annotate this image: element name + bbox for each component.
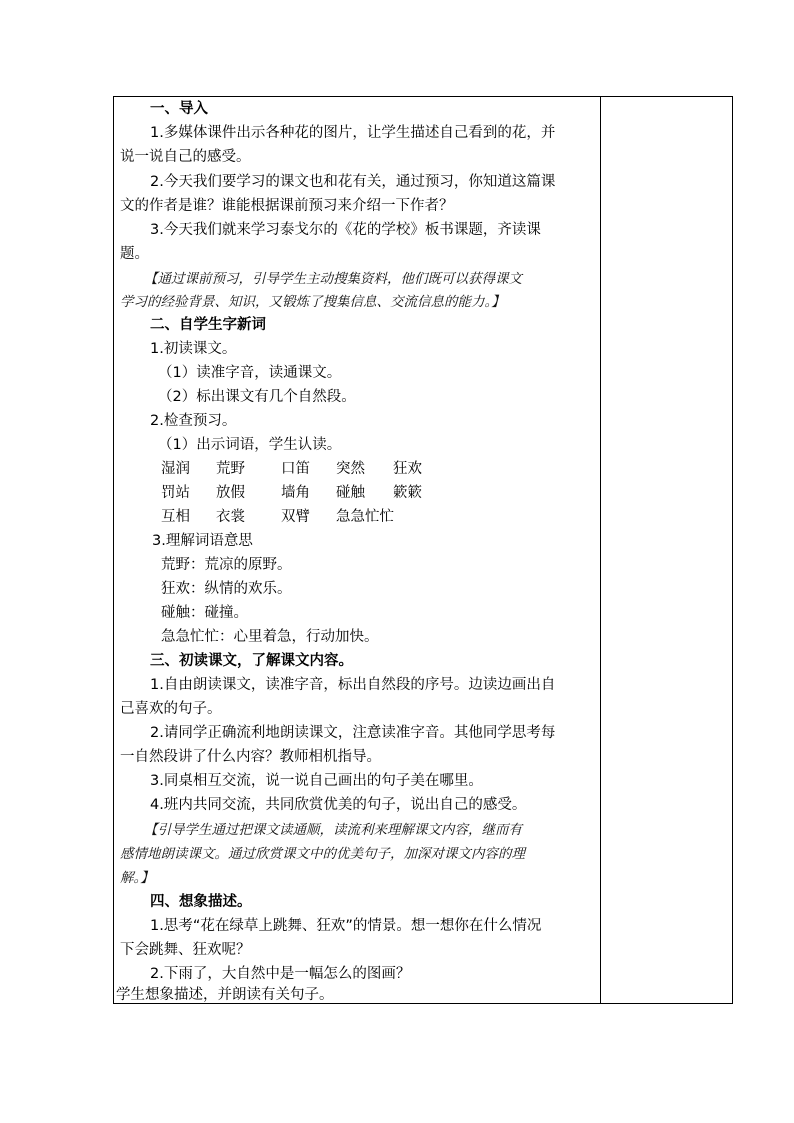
paragraph-line: 学生想象描述，并朗读有关句子。 bbox=[116, 987, 334, 1003]
paragraph-line: （2）标出课文有几个自然段。 bbox=[158, 389, 356, 405]
section-heading-intro: 一、导入 bbox=[150, 101, 208, 117]
section-heading-new-words: 二、自学生字新词 bbox=[150, 317, 266, 333]
paragraph-line: 1.多媒体课件出示各种花的图片，让学生描述自己看到的花，并 bbox=[150, 125, 556, 141]
paragraph-line: 说一说自己的感受。 bbox=[120, 149, 251, 165]
word-row bbox=[114, 481, 600, 505]
paragraph-line: 下会跳舞、狂欢呢？ bbox=[120, 942, 251, 958]
paragraph-line: 文的作者是谁？谁能根据课前预习来介绍一下作者？ bbox=[120, 198, 454, 214]
vocab-word: 狂欢 bbox=[393, 461, 422, 477]
vocab-word: 簌簌 bbox=[393, 485, 422, 501]
paragraph-line: 3.同桌相互交流，说一说自己画出的句子美在哪里。 bbox=[150, 773, 483, 789]
word-row bbox=[114, 505, 600, 529]
paragraph-line: 题。 bbox=[120, 246, 149, 262]
paragraph-line: 1.思考“花在绿草上跳舞、狂欢”的情景。想一想你在什么情况 bbox=[150, 918, 542, 934]
vocab-word: 口笛 bbox=[281, 461, 310, 477]
lesson-content-cell bbox=[114, 97, 600, 1003]
paragraph-line: （1）出示词语，学生认读。 bbox=[158, 437, 342, 453]
vocab-word: 双臂 bbox=[281, 509, 310, 525]
word-row bbox=[114, 457, 600, 481]
paragraph-line: 1.初读课文。 bbox=[150, 341, 237, 357]
vocab-word: 衣裳 bbox=[216, 509, 245, 525]
definition-line: 急急忙忙：心里着急，行动加快。 bbox=[161, 629, 379, 645]
vocab-word: 罚站 bbox=[161, 485, 190, 501]
notes-column-cell bbox=[601, 97, 732, 1003]
definition-line: 碰触：碰撞。 bbox=[161, 605, 248, 621]
vocab-word: 荒野 bbox=[216, 461, 245, 477]
teaching-note: 解。】 bbox=[120, 870, 154, 886]
section-heading-imagine: 四、想象描述。 bbox=[150, 894, 252, 910]
paragraph-line: 3.今天我们就来学习泰戈尔的《花的学校》板书课题，齐读课 bbox=[150, 222, 541, 238]
paragraph-line: 2.今天我们要学习的课文也和花有关，通过预习，你知道这篇课 bbox=[150, 174, 556, 190]
paragraph-line: （1）读准字音，读通课文。 bbox=[158, 365, 342, 381]
vocab-word: 放假 bbox=[216, 485, 245, 501]
vocab-word: 墙角 bbox=[281, 485, 310, 501]
teaching-note: 【通过课前预习，引导学生主动搜集资料，他们既可以获得课文 bbox=[144, 271, 522, 287]
lesson-plan-table bbox=[113, 96, 733, 1004]
definition-line: 狂欢：纵情的欢乐。 bbox=[161, 581, 292, 597]
teaching-note: 学习的经验背景、知识，又锻炼了搜集信息、交流信息的能力。】 bbox=[120, 294, 505, 310]
paragraph-line: 己喜欢的句子。 bbox=[120, 701, 222, 717]
definition-line: 荒野：荒凉的原野。 bbox=[161, 557, 292, 573]
section-heading-first-reading: 三、初读课文，了解课文内容。 bbox=[150, 653, 353, 669]
paragraph-line: 4.班内共同交流，共同欣赏优美的句子，说出自己的感受。 bbox=[150, 797, 527, 813]
vocab-word: 碰触 bbox=[336, 485, 365, 501]
vocab-word: 突然 bbox=[336, 461, 365, 477]
vocab-word: 急急忙忙 bbox=[336, 509, 394, 525]
vocab-word: 互相 bbox=[161, 509, 190, 525]
vocab-word: 湿润 bbox=[161, 461, 190, 477]
paragraph-line: 1.自由朗读课文，读准字音，标出自然段的序号。边读边画出自 bbox=[150, 677, 556, 693]
paragraph-line: 一自然段讲了什么内容？教师相机指导。 bbox=[120, 749, 381, 765]
teaching-note: 【引导学生通过把课文读通顺，读流利来理解课文内容，继而有 bbox=[144, 822, 522, 838]
paragraph-line: 3.理解词语意思 bbox=[152, 533, 253, 549]
paragraph-line: 2.下雨了，大自然中是一幅怎么的图画？ bbox=[150, 966, 411, 982]
paragraph-line: 2.请同学正确流利地朗读课文，注意读准字音。其他同学思考每 bbox=[150, 725, 556, 741]
teaching-note: 感情地朗读课文。通过欣赏课文中的优美句子，加深对课文内容的理 bbox=[120, 846, 525, 862]
paragraph-line: 2.检查预习。 bbox=[150, 413, 237, 429]
